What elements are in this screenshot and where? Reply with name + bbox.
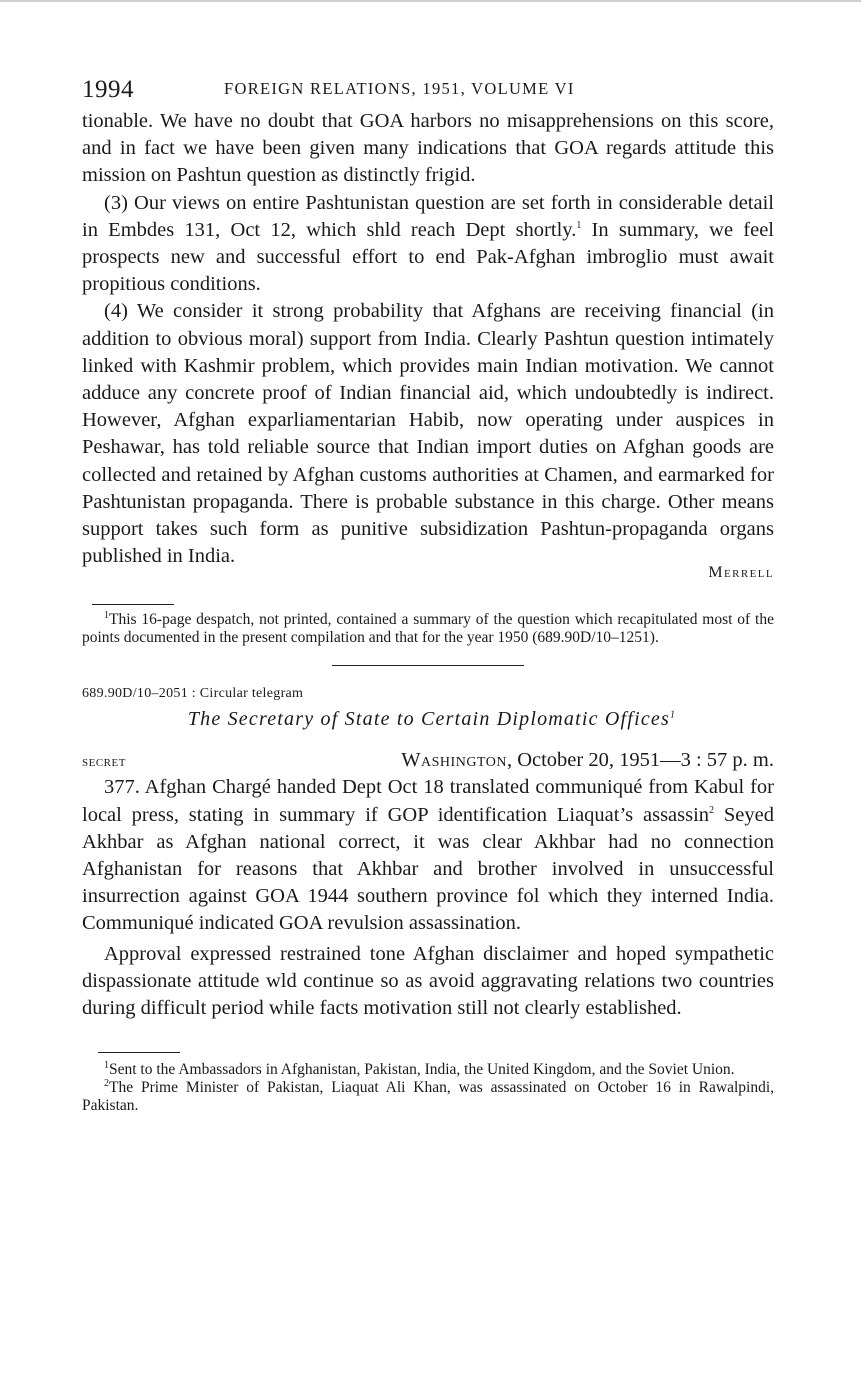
footnote-mark: 2 <box>104 1078 109 1090</box>
page-number: 1994 <box>82 76 134 103</box>
footnotes-2 <box>82 1061 774 1115</box>
document-title-text: The Secretary of State to Certain Diplomatic Offices <box>187 708 670 731</box>
section-divider <box>332 665 524 666</box>
scan-top-edge <box>0 0 861 2</box>
telegram-2-body <box>82 774 774 1022</box>
footnote-mark: 1 <box>104 1060 109 1072</box>
telegram-1-body <box>82 108 774 570</box>
footnote-mark: 1 <box>104 610 109 622</box>
paragraph-4: (4) We consider it strong probability that Afghans are receiving financial (in addition to obvious moral) support from India. Clearly Pashtun question intimately linked with Kashmir problem, which provides main Indian motivation. We cannot adduce any concrete proof of Indian financial aid, which undoubtedly is indirect. However, Afghan exparliamentarian Habib, now operating under auspices in Peshawar, has told reliable source that Indian import duties on Afghan goods are collected and retained by Afghan customs authorities at Chamen, and earmarked for Pashtunistan propaganda. There is probable substance in this charge. Other means support takes such form as punitive subsidization Pashtun-propaganda organs published in India. <box>82 300 774 568</box>
dateline-place: Washington <box>401 749 507 772</box>
footnote-divider <box>92 604 174 605</box>
paragraph-3-text: (3) Our views on entire Pashtunistan question are set forth in considerable detail in Embdes 131, Oct 12, which shld reach Dept shortly. <box>82 191 774 241</box>
document-page <box>82 72 774 1115</box>
signature: Merrell <box>708 564 774 582</box>
file-reference: 689.90D/10–2051 : Circular telegram <box>82 686 304 702</box>
paragraph-377-rest: Seyed Akhbar as Afghan national correct, it was clear Akhbar had no connection Afghanistan for reasons that Akhbar and brother involved in unsuccessful insurrection against GOA 1944 southern province fol which they interned India. Communiqué indicated GOA revulsion assassination. <box>82 803 774 935</box>
footnote <box>82 1061 774 1079</box>
footnote-text: The Prime Minister of Pakistan, Liaquat Ali Khan, was assassinated on October 16 in Rawalpindi, Pakistan. <box>82 1079 774 1115</box>
footnote-ref: 1 <box>576 219 582 231</box>
paragraph-377 <box>82 774 774 937</box>
footnotes-1 <box>82 611 774 647</box>
page-header <box>82 72 774 108</box>
paragraph-3 <box>82 190 774 299</box>
dateline-row <box>82 749 774 772</box>
footnote-text: Sent to the Ambassadors in Afghanistan, Pakistan, India, the United Kingdom, and the Soviet Union. <box>109 1061 735 1079</box>
paragraph-continued: tionable. We have no doubt that GOA harbors no misapprehensions on this score, and in fact we have been given many indications that GOA regards attitude this mission on Pashtun question as distinctly frigid. <box>82 110 774 187</box>
classification: secret <box>82 754 126 771</box>
running-head: FOREIGN RELATIONS, 1951, VOLUME VI <box>224 79 575 98</box>
footnote-ref: 1 <box>669 709 677 721</box>
paragraph-approval: Approval expressed restrained tone Afghan disclaimer and hoped sympathetic dispassionate attitude wld continue so as avoid aggravating relations two countries during difficult period while facts motivation still not clearly established. <box>82 942 774 1020</box>
paragraph-3-rest: In summary, we feel prospects new and successful effort to end Pak-Afghan imbroglio must await propitious conditions. <box>82 218 775 296</box>
footnote <box>82 1079 774 1115</box>
footnote-ref: 2 <box>709 804 715 816</box>
footnote <box>82 611 774 647</box>
dateline <box>401 749 774 772</box>
paragraph-377-text: 377. Afghan Chargé handed Dept Oct 18 translated communiqué from Kabul for local press, stating in summary if GOP identification Liaquat’s assassin <box>82 776 774 826</box>
footnote-text: This 16-page despatch, not printed, contained a summary of the question which recapitulated most of the points documented in the present compilation and that for the year 1950 (689.90D/10–1251). <box>82 611 774 647</box>
document-title <box>90 708 774 731</box>
dateline-date: , October 20, 1951—3 : 57 p. m. <box>506 749 774 772</box>
footnote-divider <box>98 1052 180 1053</box>
